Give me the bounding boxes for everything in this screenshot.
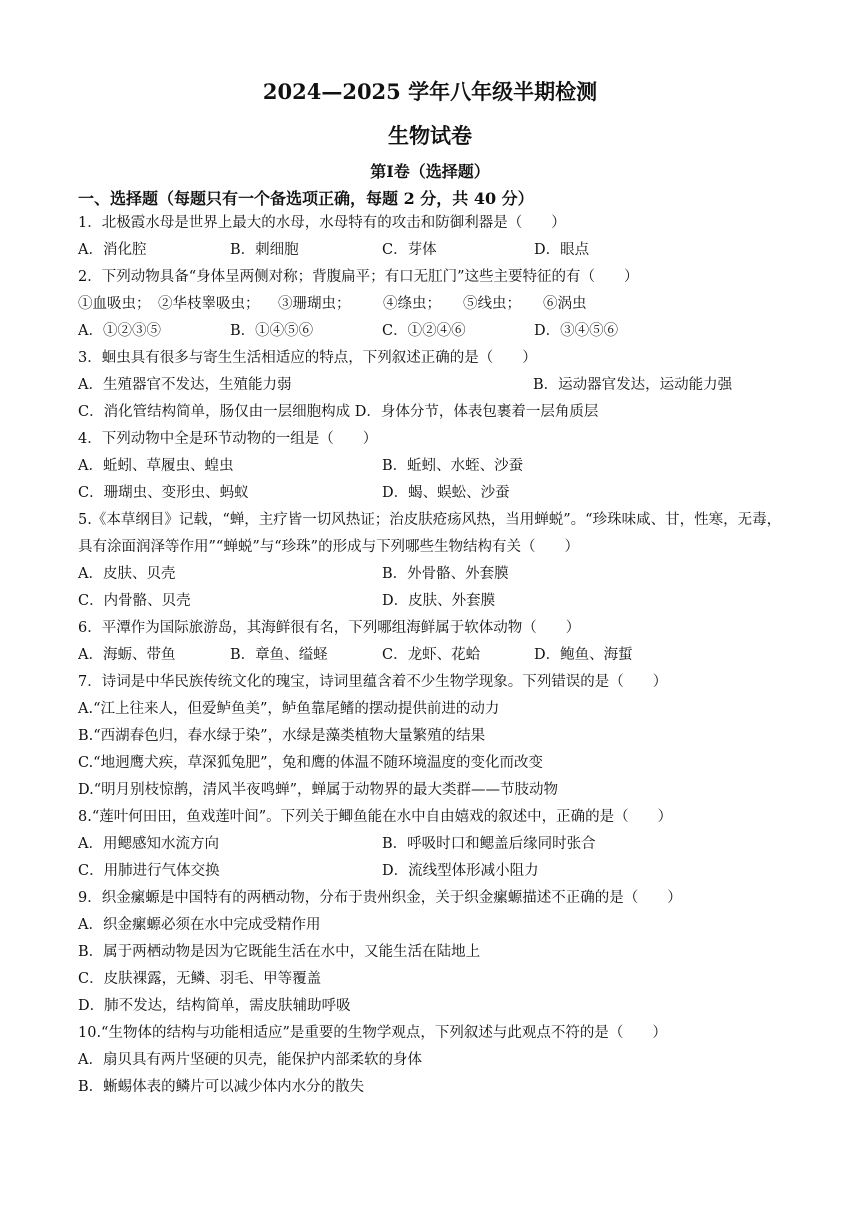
section-heading: 一、选择题（每题只有一个备选项正确，每题 2 分，共 40 分） xyxy=(78,189,534,208)
option-c: C．芽体 xyxy=(382,242,437,258)
option-b: B．运动器官发达，运动能力强 xyxy=(533,377,733,393)
q8-options-cd xyxy=(78,858,788,885)
q2-item: ⑥涡虫 xyxy=(543,296,587,312)
q6-stem: 6．平潭作为国际旅游岛，其海鲜很有名，下列哪组海鲜属于软体动物（ ） xyxy=(78,620,581,636)
q10-option-b: B．蜥蜴体表的鳞片可以减少体内水分的散失 xyxy=(78,1079,365,1095)
q2-options xyxy=(78,318,788,345)
option-b: B．蚯蚓、水蛭、沙蚕 xyxy=(382,458,524,474)
q6-options xyxy=(78,642,788,669)
q4-stem: 4．下列动物中全是环节动物的一组是（ ） xyxy=(78,431,378,447)
q8-stem: 8.“莲叶何田田，鱼戏莲叶间”。下列关于鲫鱼能在水中自由嬉戏的叙述中，正确的是（ ） xyxy=(78,809,673,825)
q7-option-d: D.“明月别枝惊鹊，清风半夜鸣蝉”，蝉属于动物界的最大类群——节肢动物 xyxy=(78,782,559,798)
q2-item: ③珊瑚虫； xyxy=(278,296,351,312)
option-a: A．海蛎、带鱼 xyxy=(78,647,176,663)
q1-options xyxy=(78,237,788,264)
q4-options-cd xyxy=(78,480,788,507)
option-b: B．刺细胞 xyxy=(230,242,299,258)
option-a: A．①②③⑤ xyxy=(78,323,161,339)
q8-options-ab xyxy=(78,831,788,858)
q3-stem: 3．蛔虫具有很多与寄生生活相适应的特点，下列叙述正确的是（ ） xyxy=(78,350,537,366)
q2-item: ①血吸虫； xyxy=(78,296,151,312)
option-c: C．①②④⑥ xyxy=(382,323,466,339)
q7-option-a: A.“江上往来人，但爱鲈鱼美”，鲈鱼靠尾鳍的摆动提供前进的动力 xyxy=(78,701,500,717)
part-title: 第Ⅰ卷（选择题） xyxy=(370,162,490,181)
q5-options-cd xyxy=(78,588,788,615)
q3-options-cd: C．消化管结构简单，肠仅由一层细胞构成 D．身体分节，体表包裹着一层角质层 xyxy=(78,404,599,420)
q7-option-b: B.“西湖春色归，春水绿于染”，水绿是藻类植物大量繁殖的结果 xyxy=(78,728,486,744)
option-a: A．生殖器官不发达，生殖能力弱 xyxy=(78,377,292,393)
option-a: A．消化腔 xyxy=(78,242,147,258)
option-a: A．蚯蚓、草履虫、蝗虫 xyxy=(78,458,234,474)
option-c: C．内骨骼、贝壳 xyxy=(78,593,191,609)
q7-stem: 7．诗词是中华民族传统文化的瑰宝，诗词里蕴含着不少生物学现象。下列错误的是（ ） xyxy=(78,674,668,690)
option-d: D．蝎、蜈蚣、沙蚕 xyxy=(382,485,510,501)
q5-stem: 5.《本草纲目》记载，“蝉，主疗皆一切风热证；治皮肤疮疡风热，当用蝉蜕”。“珍珠味咸、甘，性寒，无毒，具有涂面润泽等作用”“蝉蜕”与“珍珠”的形成与下列哪些生物结构有关（ ） xyxy=(78,512,782,555)
option-d: D．流线型体形减小阻力 xyxy=(382,863,539,879)
option-c: C．用肺进行气体交换 xyxy=(78,863,220,879)
q3-options-ab xyxy=(78,372,788,399)
q9-option-d: D．肺不发达，结构简单，需皮肤辅助呼吸 xyxy=(78,998,351,1014)
q9-option-a: A．织金瘰螈必须在水中完成受精作用 xyxy=(78,917,321,933)
q7-option-c: C.“地迥鹰犬疾，草深狐兔肥”，兔和鹰的体温不随环境温度的变化而改变 xyxy=(78,755,544,771)
option-a: A．用鳃感知水流方向 xyxy=(78,836,219,852)
option-b: B．章鱼、缢蛏 xyxy=(230,647,328,663)
option-d: D．鲍鱼、海蜇 xyxy=(534,647,633,663)
q4-options-ab xyxy=(78,453,788,480)
q5-options-ab xyxy=(78,561,788,588)
option-b: B．呼吸时口和鳃盖后缘同时张合 xyxy=(382,836,596,852)
q10-stem: 10.“生物体的结构与功能相适应”是重要的生物学观点，下列叙述与此观点不符的是（ ） xyxy=(78,1025,667,1041)
q2-items xyxy=(78,291,788,318)
option-d: D．眼点 xyxy=(534,242,590,258)
q2-stem: 2．下列动物具备“身体呈两侧对称；背腹扁平；有口无肛门”这些主要特征的有（ ） xyxy=(78,269,639,285)
q9-stem: 9．织金瘰螈是中国特有的两栖动物，分布于贵州织金，关于织金瘰螈描述不正确的是（ ） xyxy=(78,890,682,906)
q9-option-b: B．属于两栖动物是因为它既能生活在水中，又能生活在陆地上 xyxy=(78,944,481,960)
subject-title: 生物试卷 xyxy=(388,123,472,148)
q9-option-c: C．皮肤裸露，无鳞、羽毛、甲等覆盖 xyxy=(78,971,322,987)
q1-stem: 1．北极霞水母是世界上最大的水母，水母特有的攻击和防御利器是（ ） xyxy=(78,215,566,231)
question-list xyxy=(78,210,788,1101)
option-c: C．龙虾、花蛤 xyxy=(382,647,481,663)
option-d: D．③④⑤⑥ xyxy=(534,323,619,339)
option-a: A．皮肤、贝壳 xyxy=(78,566,176,582)
q2-item: ④绦虫； xyxy=(383,296,441,312)
q2-item: ②华枝睾吸虫； xyxy=(158,296,260,312)
exam-title: 2024—2025 学年八年级半期检测 xyxy=(262,79,598,104)
option-c: C．珊瑚虫、变形虫、蚂蚁 xyxy=(78,485,249,501)
q2-item: ⑤线虫； xyxy=(463,296,521,312)
option-d: D．皮肤、外套膜 xyxy=(382,593,496,609)
option-b: B．外骨骼、外套膜 xyxy=(382,566,509,582)
q10-option-a: A．扇贝具有两片坚硬的贝壳，能保护内部柔软的身体 xyxy=(78,1052,422,1068)
option-b: B．①④⑤⑥ xyxy=(230,323,314,339)
